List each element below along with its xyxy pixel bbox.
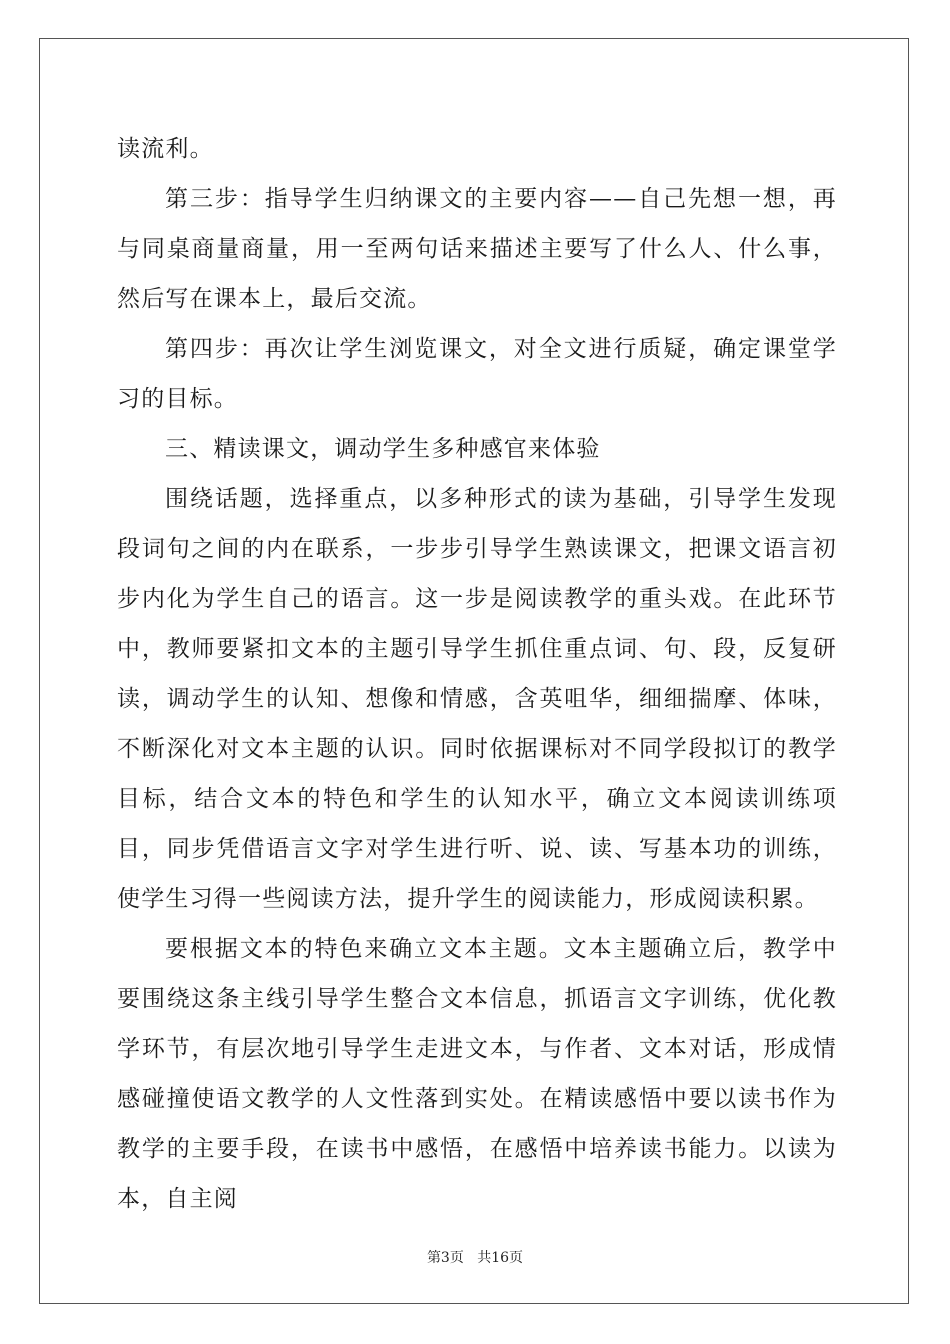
page-total: 共16页 bbox=[477, 1250, 524, 1266]
page-number: 第3页 bbox=[426, 1250, 464, 1266]
paragraph-5: 要根据文本的特色来确立文本主题。文本主题确立后，教学中要围绕这条主线引导学生整合文本信息，抓语言文字训练，优化教学环节，有层次地引导学生走进文本，与作者、文本对话，形成情感碰撞使语文教学的人文性落到实处。在精读感悟中要以读书作为教学的主要手段，在读书中感悟，在感悟中培养读书能力。以读为本，自主阅 bbox=[117, 936, 837, 1212]
paragraph-4: 围绕话题，选择重点，以多种形式的读为基础，引导学生发现段词句之间的内在联系，一步步引导学生熟读课文，把课文语言初步内化为学生自己的语言。这一步是阅读教学的重头戏。在此环节中，教师要紧扣文本的主题引导学生抓住重点词、句、段，反复研读，调动学生的认知、想像和情感，含英咀华，细细揣摩、体味，不断深化对文本主题的认识。同时依据课标对不同学段拟订的教学目标，结合文本的特色和学生的认知水平，确立文本阅读训练项目，同步凭借语言文字对学生进行听、说、读、写基本功的训练，使学生习得一些阅读方法，提升学生的阅读能力，形成阅读积累。 bbox=[117, 486, 837, 912]
paragraph-2: 第三步：指导学生归纳课文的主要内容——自己先想一想，再与同桌商量商量，用一至两句话来描述主要写了什么人、什么事，然后写在课本上，最后交流。 bbox=[117, 186, 837, 312]
page-footer bbox=[0, 1247, 950, 1267]
paragraph-3: 第四步：再次让学生浏览课文，对全文进行质疑，确定课堂学习的目标。 bbox=[117, 336, 837, 412]
paragraph-1: 读流利。 bbox=[117, 136, 214, 162]
section-heading: 三、精读课文，调动学生多种感官来体验 bbox=[165, 436, 601, 462]
document-body bbox=[117, 124, 837, 1224]
